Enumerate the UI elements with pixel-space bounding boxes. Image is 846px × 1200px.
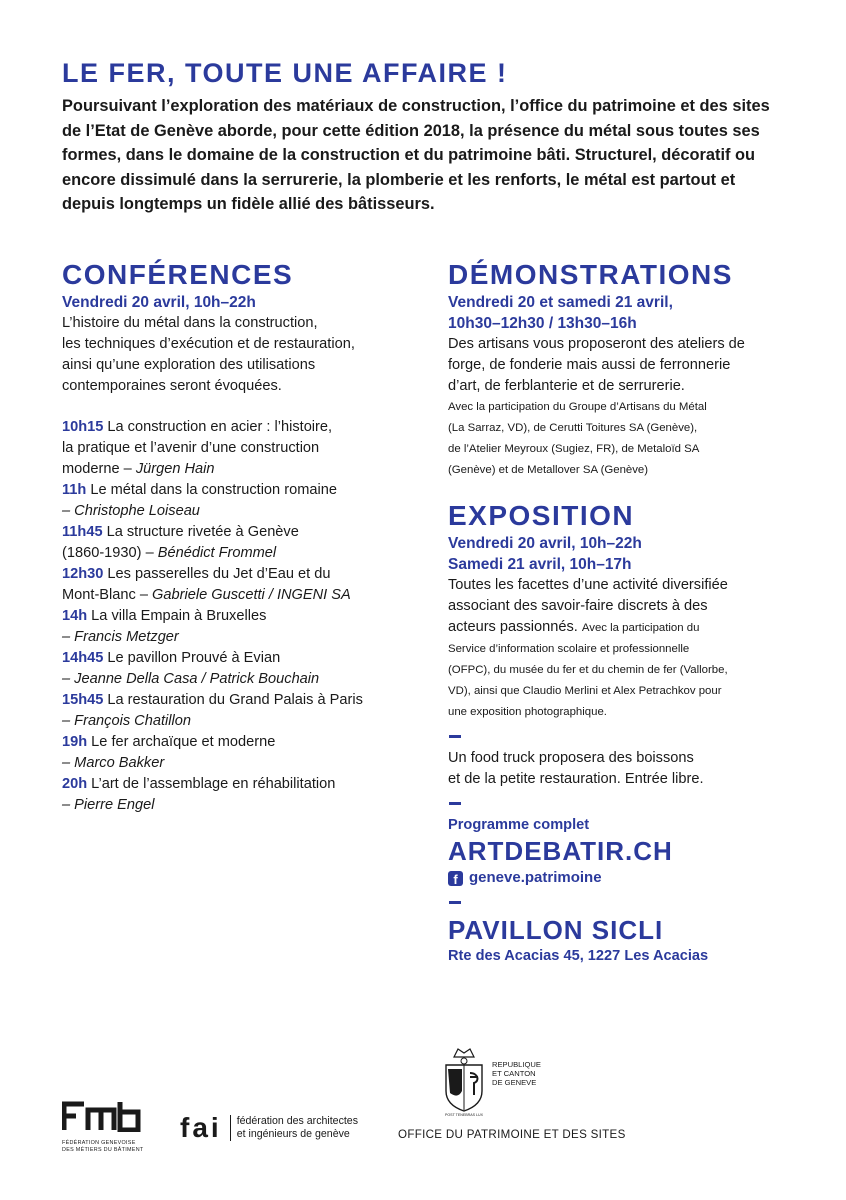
talk-time: 19h bbox=[62, 734, 88, 750]
talk-time: 11h bbox=[62, 482, 87, 498]
participation-line: (OFPC), du musée du fer et du chemin de fer (Vallorbe, bbox=[448, 664, 728, 676]
talk-speaker: Jürgen Hain bbox=[135, 461, 215, 477]
participation-line: de l’Atelier Meyroux (Sugiez, FR), de Metaloïd SA bbox=[448, 443, 700, 455]
conferences-description bbox=[62, 313, 422, 397]
demonstrations-heading: DÉMONSTRATIONS bbox=[448, 259, 733, 290]
participation-line: une exposition photographique. bbox=[448, 706, 607, 718]
exposition-description bbox=[448, 575, 808, 639]
participation-line: Service d’information scolaire et professionnelle bbox=[448, 643, 690, 655]
description-line: ainsi qu’une exploration des utilisations bbox=[62, 357, 316, 373]
geneva-republic-text bbox=[492, 1060, 541, 1087]
geneva-coat-of-arms-icon bbox=[440, 1047, 488, 1122]
food-line: Un food truck proposera des boissons bbox=[448, 750, 694, 766]
talk-speaker: Gabriele Guscetti / INGENI SA bbox=[152, 587, 351, 603]
venue-name: PAVILLON SICLI bbox=[448, 915, 664, 945]
exposition-date: Vendredi 20 avril, 10h–22h bbox=[448, 535, 642, 552]
talk-title: La structure rivetée à Genève bbox=[106, 524, 299, 540]
talk-item bbox=[62, 417, 422, 480]
demonstrations-participation bbox=[448, 397, 808, 481]
fai-logo bbox=[180, 1112, 358, 1144]
facebook-handle: geneve.patrimoine bbox=[469, 869, 602, 886]
talk-item bbox=[62, 690, 422, 732]
description-line: Toutes les facettes d’une activité diversifiée bbox=[448, 577, 728, 593]
separator-dash bbox=[449, 735, 461, 738]
talk-title: La villa Empain à Bruxelles bbox=[91, 608, 267, 624]
talk-item bbox=[62, 480, 422, 522]
talk-time: 20h bbox=[62, 776, 88, 792]
talk-time: 15h45 bbox=[62, 692, 104, 708]
talk-time: 14h bbox=[62, 608, 88, 624]
talk-item bbox=[62, 522, 422, 564]
fmb-logo-mark bbox=[62, 1100, 142, 1132]
participation-line: (Genève) et de Metallover SA (Genève) bbox=[448, 464, 649, 476]
talk-time: 12h30 bbox=[62, 566, 104, 582]
fmb-caption: DES MÉTIERS DU BÂTIMENT bbox=[62, 1147, 144, 1153]
demonstrations-date: Vendredi 20 et samedi 21 avril, bbox=[448, 294, 673, 311]
talk-title: (1860-1930) – bbox=[62, 545, 154, 561]
separator-dash bbox=[449, 901, 461, 904]
talk-title: Mont-Blanc – bbox=[62, 587, 148, 603]
description-line: forge, de fonderie mais aussi de ferronnerie bbox=[448, 357, 731, 373]
talk-title: Le métal dans la construction romaine bbox=[90, 482, 337, 498]
description-line: les techniques d’exécution et de restauration, bbox=[62, 336, 355, 352]
description-line: L’histoire du métal dans la construction, bbox=[62, 315, 318, 331]
talk-title: Le pavillon Prouvé à Evian bbox=[107, 650, 281, 666]
exposition-section bbox=[448, 499, 808, 723]
talk-list bbox=[62, 417, 422, 816]
exposition-participation bbox=[448, 639, 808, 723]
conferences-heading: CONFÉRENCES bbox=[62, 259, 294, 290]
talk-speaker: – Christophe Loiseau bbox=[62, 503, 200, 519]
talk-item bbox=[62, 732, 422, 774]
food-line: et de la petite restauration. Entrée libre. bbox=[448, 771, 704, 787]
talk-speaker: – Pierre Engel bbox=[62, 797, 155, 813]
separator-dash bbox=[449, 802, 461, 805]
participation-line: (La Sarraz, VD), de Cerutti Toitures SA (Genève), bbox=[448, 422, 698, 434]
facebook-icon: f bbox=[448, 871, 463, 886]
fai-caption: fédération des architectes bbox=[236, 1115, 358, 1127]
description-line: acteurs passionnés. bbox=[448, 619, 578, 635]
description-line: associant des savoir-faire discrets à des bbox=[448, 598, 708, 614]
exposition-heading: EXPOSITION bbox=[448, 500, 635, 531]
talk-item bbox=[62, 774, 422, 816]
talk-title: La restauration du Grand Palais à Paris bbox=[107, 692, 363, 708]
demonstrations-time: 10h30–12h30 / 13h30–16h bbox=[448, 315, 637, 332]
ge-caption: REPUBLIQUE bbox=[492, 1060, 541, 1069]
demonstrations-section bbox=[448, 258, 808, 481]
talk-title: moderne – bbox=[62, 461, 132, 477]
participation-line: VD), ainsi que Claudio Merlini et Alex Petrachkov pour bbox=[448, 685, 722, 697]
description-line: Des artisans vous proposeront des ateliers de bbox=[448, 336, 745, 352]
ge-caption: DE GENEVE bbox=[492, 1078, 537, 1087]
talk-speaker: Bénédict Frommel bbox=[157, 545, 277, 561]
talk-speaker: – Francis Metzger bbox=[62, 629, 179, 645]
demonstrations-description bbox=[448, 334, 808, 397]
venue-address: Rte des Acacias 45, 1227 Les Acacias bbox=[448, 948, 709, 964]
talk-item bbox=[62, 648, 422, 690]
fai-mark: fai bbox=[180, 1112, 222, 1143]
fmb-logo bbox=[62, 1100, 152, 1154]
exposition-date: Samedi 21 avril, 10h–17h bbox=[448, 556, 632, 573]
ge-motto: POST TENEBRAS LUX bbox=[444, 1113, 484, 1117]
description-line: d’art, de ferblanterie et de serrurerie. bbox=[448, 378, 685, 394]
talk-time: 14h45 bbox=[62, 650, 104, 666]
conferences-section bbox=[62, 258, 422, 816]
programme-label: Programme complet bbox=[448, 817, 590, 833]
participation-line: Avec la participation du Groupe d’Artisans du Métal bbox=[448, 401, 707, 413]
talk-title: La construction en acier : l’histoire, bbox=[107, 419, 333, 435]
ge-caption: ET CANTON bbox=[492, 1069, 536, 1078]
facebook-link[interactable] bbox=[448, 867, 808, 889]
talk-title: Le fer archaïque et moderne bbox=[91, 734, 276, 750]
talk-speaker: – Jeanne Della Casa / Patrick Bouchain bbox=[62, 671, 320, 687]
talk-item bbox=[62, 606, 422, 648]
fai-caption: et ingénieurs de genève bbox=[236, 1128, 350, 1140]
talk-speaker: – Marco Bakker bbox=[62, 755, 165, 771]
talk-title: la pratique et l’avenir d’une construction bbox=[62, 440, 320, 456]
talk-time: 10h15 bbox=[62, 419, 104, 435]
website-link[interactable]: ARTDEBATIR.CH bbox=[448, 836, 673, 866]
description-line: contemporaines seront évoquées. bbox=[62, 378, 282, 394]
page-title: LE FER, TOUTE UNE AFFAIRE ! bbox=[62, 58, 508, 88]
intro-text: Poursuivant l’exploration des matériaux de construction, l’office du patrimoine et des sites de l’Etat de Genève aborde, pour cette édition 2018, la présence du métal sous toutes ses formes, dans le domaine de la construction et du patrimoine bâti. Structurel, décoratif ou encore dissimulé dans la serrurerie, la plomberie et les renforts, le métal est partout et depuis longtemps un fidèle allié des bâtisseurs. bbox=[62, 97, 770, 213]
talk-title: L’art de l’assemblage en réhabilitation bbox=[91, 776, 336, 792]
right-column bbox=[448, 258, 808, 966]
participation-line: Avec la participation du bbox=[581, 622, 700, 634]
office-name: OFFICE DU PATRIMOINE ET DES SITES bbox=[398, 1128, 626, 1141]
talk-time: 11h45 bbox=[62, 524, 103, 540]
fmb-caption: FÉDÉRATION GENEVOISE bbox=[62, 1140, 136, 1146]
conferences-date: Vendredi 20 avril, 10h–22h bbox=[62, 294, 256, 311]
talk-title: Les passerelles du Jet d’Eau et du bbox=[107, 566, 331, 582]
talk-speaker: – François Chatillon bbox=[62, 713, 191, 729]
talk-item bbox=[62, 564, 422, 606]
food-truck-text bbox=[448, 748, 808, 790]
